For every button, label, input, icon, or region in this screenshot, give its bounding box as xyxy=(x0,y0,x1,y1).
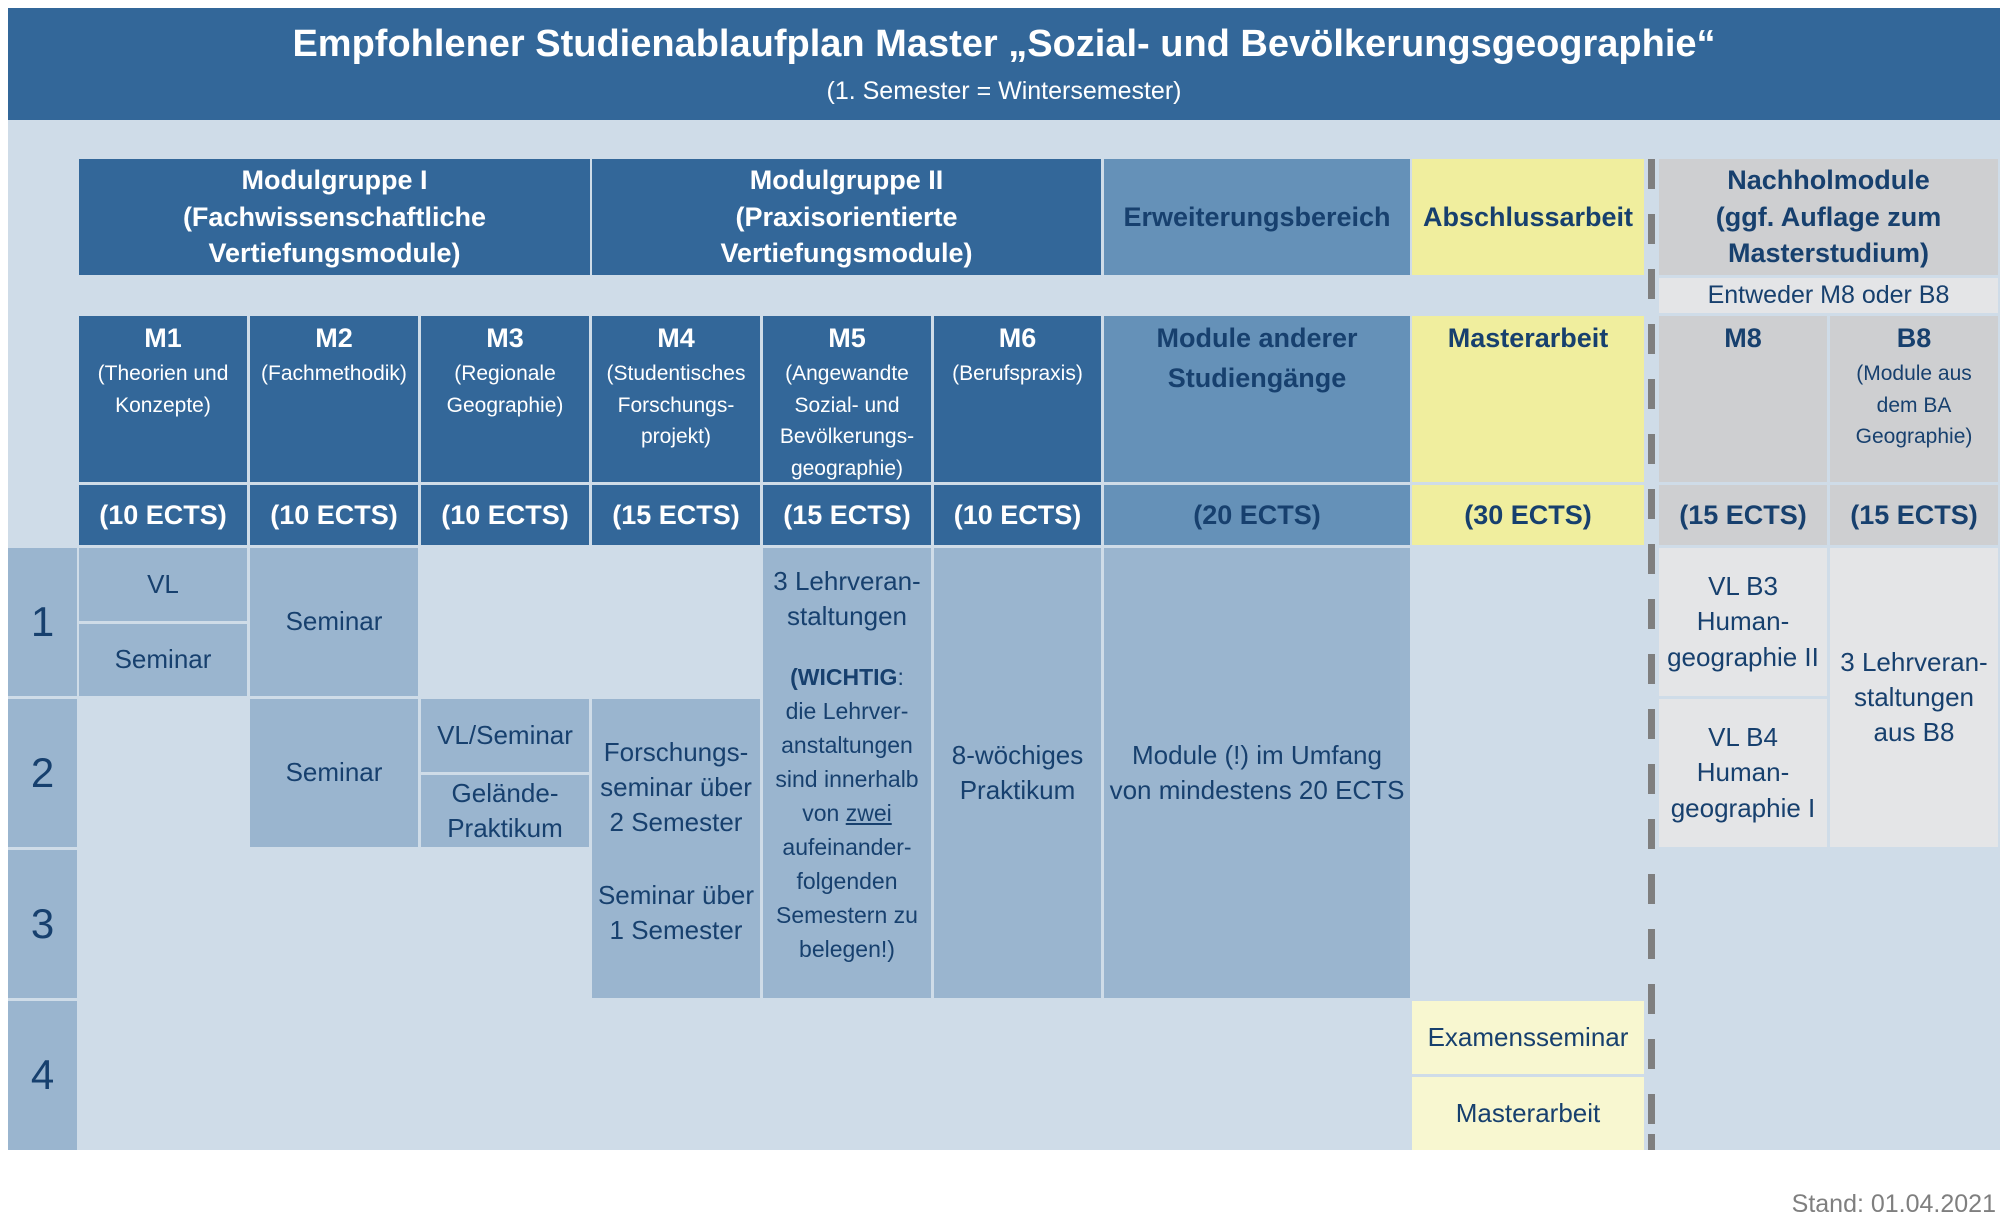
dash-seg xyxy=(1648,489,1655,519)
m4-forschung-line2: seminar über xyxy=(600,772,752,803)
group-1-title: Modulgruppe I xyxy=(241,165,428,196)
title-bar xyxy=(8,8,2000,120)
m2-code: M2 xyxy=(315,323,353,353)
m4-code: M4 xyxy=(657,323,695,353)
m4-desc xyxy=(607,358,746,453)
dash-seg xyxy=(1648,709,1655,739)
m6-desc-1: (Berufspraxis) xyxy=(952,362,1083,386)
m6-praktikum-line1: 8-wöchiges xyxy=(951,739,1084,770)
m5-desc xyxy=(780,358,914,484)
module-header-m3 xyxy=(421,316,589,482)
m2-seminar-1-text: Seminar xyxy=(285,606,383,637)
m3-vl-seminar-cell xyxy=(421,699,589,772)
semester-4: 4 xyxy=(8,1001,77,1150)
b8-lv-line3: aus B8 xyxy=(1873,717,1955,748)
semester-1: 1 xyxy=(8,548,77,696)
group-1-line2: (Fachwissenschaftliche xyxy=(182,201,487,232)
b8-lehrveranstaltungen-cell xyxy=(1830,548,1998,847)
masterarbeit-code: Masterarbeit xyxy=(1447,323,1609,353)
wichtig-label: (WICHTIG xyxy=(790,664,898,691)
m3-desc-1: (Regionale xyxy=(454,362,556,386)
group-2-title: Modulgruppe II xyxy=(749,165,944,196)
b8-desc xyxy=(1856,358,1973,453)
andere-module-cell xyxy=(1104,548,1410,998)
m8-vl-b3-cell xyxy=(1659,548,1827,696)
m4-cell xyxy=(592,699,760,998)
m5-desc-4: geographie) xyxy=(790,456,904,480)
group-2-line3: Vertiefungsmodule) xyxy=(720,238,973,269)
m8-b4-line1: VL B4 xyxy=(1708,722,1778,753)
m2-seminar-sem2 xyxy=(250,699,418,847)
andere-code-2: Studiengänge xyxy=(1167,363,1347,394)
m5-desc-2: Sozial- und xyxy=(794,393,900,417)
erweiterungsbereich-label: Erweiterungsbereich xyxy=(1123,201,1391,232)
m2-desc-1: (Fachmethodik) xyxy=(261,362,407,386)
semester-2: 2 xyxy=(8,699,77,847)
wichtig-line6: folgenden xyxy=(796,868,898,895)
examensseminar-text: Examensseminar xyxy=(1427,1021,1629,1052)
page-subtitle: (1. Semester = Wintersemester) xyxy=(826,76,1182,105)
m1-desc-1: (Theorien und xyxy=(97,362,229,386)
andere-line2: von mindestens 20 ECTS xyxy=(1109,775,1405,805)
m6-desc xyxy=(952,358,1083,390)
dash-seg xyxy=(1648,764,1655,794)
wichtig-line1: die Lehrver- xyxy=(785,698,909,725)
m5-lv-line2: staltungen xyxy=(787,601,907,632)
dash-seg xyxy=(1648,929,1655,959)
m3-vl-seminar-text: VL/Seminar xyxy=(437,719,573,750)
page-title: Empfohlener Studienablaufplan Master „Sozial- und Bevölkerungsgeographie“ xyxy=(292,23,1716,66)
m4-desc-1: (Studentisches xyxy=(606,362,746,386)
group-2-line2: (Praxisorientierte xyxy=(735,201,958,232)
semester-3: 3 xyxy=(8,850,77,998)
m8-b3-line1: VL B3 xyxy=(1708,571,1778,602)
m5-lv-line1: 3 Lehrveran- xyxy=(773,566,921,596)
m1-code: M1 xyxy=(144,323,182,353)
m3-desc-2: Geographie) xyxy=(446,393,564,417)
module-header-m6 xyxy=(934,316,1101,482)
dash-seg xyxy=(1648,874,1655,904)
m5-code: M5 xyxy=(828,323,866,353)
m8-b3-line2: Human- xyxy=(1696,606,1790,637)
m1-seminar-text: Seminar xyxy=(114,644,212,675)
ects-m8: (15 ECTS) xyxy=(1659,485,1827,545)
m1-desc xyxy=(98,358,229,421)
wichtig-line5: aufeinander- xyxy=(782,834,912,861)
m1-seminar-cell xyxy=(79,624,247,696)
dash-seg xyxy=(1648,1039,1655,1069)
wichtig-zwei: zwei xyxy=(845,800,892,827)
wichtig-line2: anstaltungen xyxy=(781,732,913,759)
dash-seg xyxy=(1648,214,1655,244)
abschlussarbeit-label: Abschlussarbeit xyxy=(1422,201,1634,232)
module-header-m1 xyxy=(79,316,247,482)
m1-vl-text: VL xyxy=(147,568,179,599)
m3-gelaende-cell xyxy=(421,775,589,847)
group-header-erweiterungsbereich xyxy=(1104,159,1410,275)
b8-code: B8 xyxy=(1896,323,1932,353)
dash-seg xyxy=(1648,1134,1655,1150)
b8-lv-line1: 3 Lehrveran- xyxy=(1840,646,1988,677)
m3-code: M3 xyxy=(486,323,524,353)
b8-desc-1: (Module aus xyxy=(1856,362,1972,386)
m1-desc-2: Konzepte) xyxy=(115,393,211,417)
wichtig-line8: belegen!) xyxy=(799,936,895,963)
wichtig-colon: : xyxy=(897,664,904,691)
ects-m5: (15 ECTS) xyxy=(763,485,931,545)
either-label: Entweder M8 oder B8 xyxy=(1707,280,1950,309)
m6-praktikum-line2: Praktikum xyxy=(959,775,1076,805)
ects-andere: (20 ECTS) xyxy=(1104,485,1410,545)
m4-forschung-line1: Forschungs- xyxy=(603,737,749,767)
dash-seg xyxy=(1648,269,1655,299)
b8-lv-line2: staltungen xyxy=(1854,681,1974,712)
b8-desc-2: dem BA xyxy=(1876,393,1952,417)
ects-b8: (15 ECTS) xyxy=(1830,485,1998,545)
module-header-m4 xyxy=(592,316,760,482)
wichtig-line3: sind innerhalb xyxy=(775,766,919,793)
group-header-abschlussarbeit xyxy=(1412,159,1644,275)
module-header-m8 xyxy=(1659,316,1827,482)
either-m8-or-b8-note xyxy=(1659,278,1998,313)
m3-gelaende-line1: Gelände- xyxy=(451,777,559,808)
m8-b3-line3: geographie II xyxy=(1667,641,1819,672)
module-header-masterarbeit xyxy=(1412,316,1644,482)
dash-seg xyxy=(1648,379,1655,409)
module-header-m2 xyxy=(250,316,418,482)
group-header-nachholmodule xyxy=(1659,159,1998,275)
andere-line1: Module (!) im Umfang xyxy=(1132,739,1382,770)
m4-desc-3: projekt) xyxy=(640,425,711,449)
m8-code: M8 xyxy=(1724,323,1762,353)
m2-seminar-2-text: Seminar xyxy=(285,757,383,788)
group-header-modulgruppe-2 xyxy=(592,159,1101,275)
dash-seg xyxy=(1648,819,1655,849)
nachholmodule-title: Nachholmodule xyxy=(1727,165,1930,196)
ects-m2: (10 ECTS) xyxy=(250,485,418,545)
ects-masterarbeit: (30 ECTS) xyxy=(1412,485,1644,545)
dash-seg xyxy=(1648,654,1655,684)
b8-desc-3: Geographie) xyxy=(1855,425,1973,449)
stand-date: Stand: 01.04.2021 xyxy=(1791,1190,1996,1218)
dash-seg xyxy=(1648,159,1655,189)
m6-praktikum-cell xyxy=(934,548,1101,998)
wichtig-von: von xyxy=(802,800,846,827)
ects-m6: (10 ECTS) xyxy=(934,485,1101,545)
examensseminar-cell xyxy=(1412,1001,1644,1074)
dash-seg xyxy=(1648,434,1655,464)
m2-desc xyxy=(261,358,407,390)
group-header-modulgruppe-1 xyxy=(79,159,590,275)
m8-b4-line2: Human- xyxy=(1696,757,1790,788)
nachholmodule-line2: (ggf. Auflage zum xyxy=(1715,201,1942,232)
masterarbeit-cell xyxy=(1412,1077,1644,1150)
wichtig-line7: Semestern zu xyxy=(776,902,918,929)
m6-code: M6 xyxy=(998,323,1037,353)
m5-desc-1: (Angewandte xyxy=(785,362,909,386)
ects-m4: (15 ECTS) xyxy=(592,485,760,545)
nachholmodule-line3: Masterstudium) xyxy=(1727,238,1930,269)
m8-b4-line3: geographie I xyxy=(1670,792,1816,823)
m2-seminar-sem1 xyxy=(250,548,418,696)
m8-vl-b4-cell xyxy=(1659,699,1827,847)
module-header-m5 xyxy=(763,316,931,482)
m5-desc-3: Bevölkerungs- xyxy=(779,425,915,449)
m4-desc-2: Forschungs- xyxy=(617,393,735,417)
ects-m3: (10 ECTS) xyxy=(421,485,589,545)
m1-vl-cell xyxy=(79,548,247,621)
m4-seminar-line1: Seminar über xyxy=(597,880,755,911)
dash-seg xyxy=(1648,1094,1655,1124)
m4-forschung-line3: 2 Semester xyxy=(609,807,743,838)
dash-seg xyxy=(1648,984,1655,1014)
dash-seg xyxy=(1648,544,1655,574)
andere-code-1: Module anderer xyxy=(1156,323,1358,353)
group-1-line3: Vertiefungsmodule) xyxy=(208,238,461,269)
m5-cell xyxy=(763,548,931,998)
module-header-andere xyxy=(1104,316,1410,482)
m5-wichtig-note xyxy=(775,660,918,966)
module-header-b8 xyxy=(1830,316,1998,482)
dash-seg xyxy=(1648,599,1655,629)
ects-m1: (10 ECTS) xyxy=(79,485,247,545)
dash-seg xyxy=(1648,324,1655,354)
m3-gelaende-line2: Praktikum xyxy=(447,813,563,843)
m4-seminar-line2: 1 Semester xyxy=(609,915,743,946)
masterarbeit-text: Masterarbeit xyxy=(1455,1097,1601,1128)
m3-desc xyxy=(447,358,564,421)
